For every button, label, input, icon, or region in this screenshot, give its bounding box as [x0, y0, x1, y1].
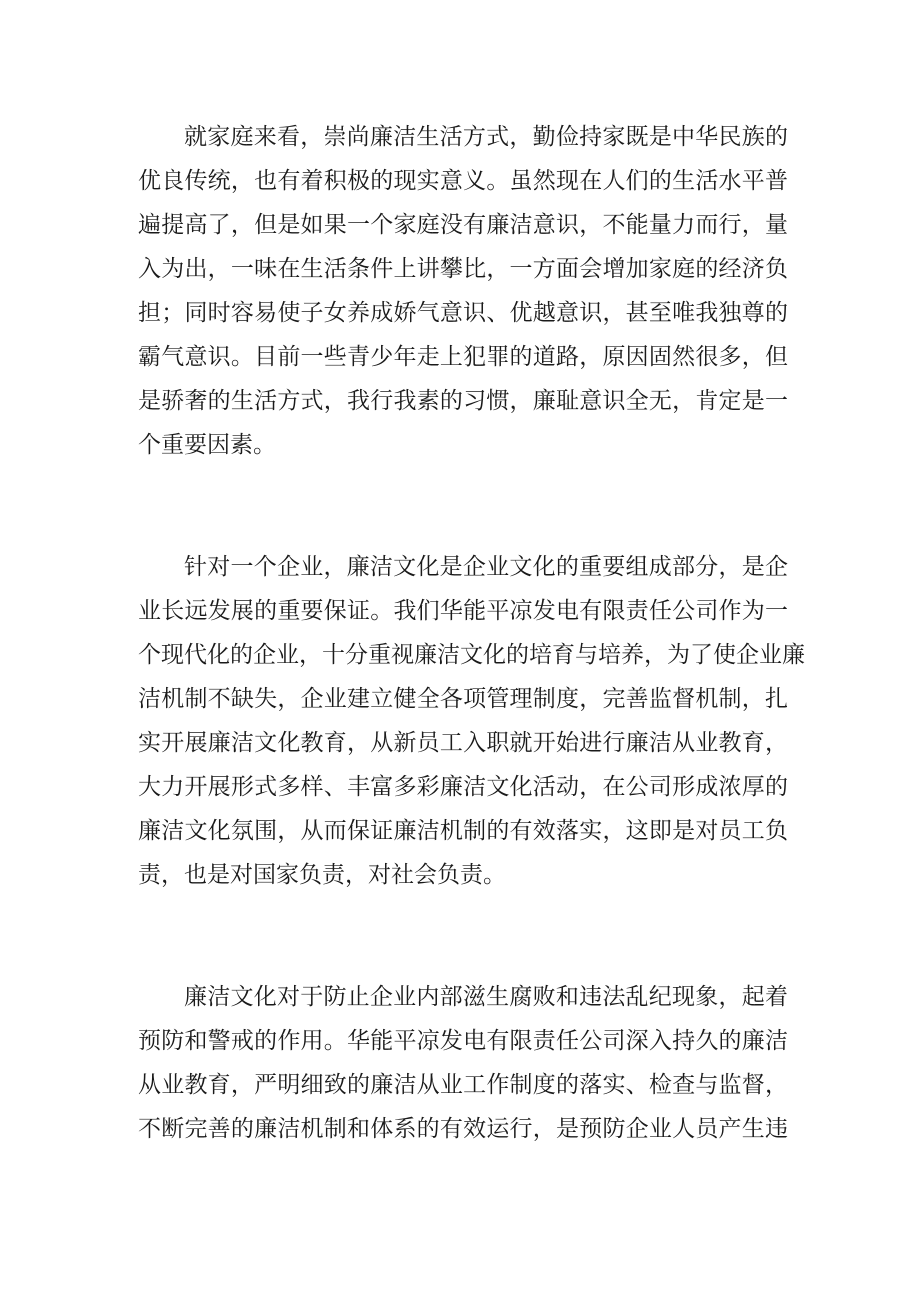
- text-line: 廉洁文化对于防止企业内部滋生腐败和违法乱纪现象，起着: [184, 984, 788, 1010]
- text-line: 个重要因素。: [138, 432, 276, 458]
- text-line: 个现代化的企业，十分重视廉洁文化的培育与培养，为了使企业廉: [138, 642, 805, 668]
- paragraph-family: [138, 115, 788, 467]
- text-line: 洁机制不缺失，企业建立健全各项管理制度，完善监督机制，扎: [138, 686, 788, 712]
- text-line: 担；同时容易使子女养成娇气意识、优越意识，甚至唯我独尊的: [138, 300, 788, 326]
- paragraph-enterprise: [138, 545, 805, 897]
- text-line: 业长远发展的重要保证。我们华能平凉发电有限责任公司作为一: [138, 598, 788, 624]
- text-line: 遍提高了，但是如果一个家庭没有廉洁意识，不能量力而行，量: [138, 212, 788, 238]
- text-line: 霸气意识。目前一些青少年走上犯罪的道路，原因固然很多，但: [138, 344, 788, 370]
- text-line: 廉洁文化氛围，从而保证廉洁机制的有效落实，这即是对员工负: [138, 818, 788, 844]
- text-line: 从业教育，严明细致的廉洁从业工作制度的落实、检查与监督，: [138, 1072, 788, 1098]
- text-line: 实开展廉洁文化教育，从新员工入职就开始进行廉洁从业教育，: [138, 730, 788, 756]
- text-line: 大力开展形式多样、丰富多彩廉洁文化活动，在公司形成浓厚的: [138, 774, 788, 800]
- text-line: 针对一个企业，廉洁文化是企业文化的重要组成部分，是企: [184, 554, 788, 580]
- text-line: 优良传统，也有着积极的现实意义。虽然现在人们的生活水平普: [138, 168, 788, 194]
- text-line: 入为出，一味在生活条件上讲攀比，一方面会增加家庭的经济负: [138, 256, 788, 282]
- text-line: 预防和警戒的作用。华能平凉发电有限责任公司深入持久的廉洁: [138, 1028, 788, 1054]
- text-line: 责，也是对国家负责，对社会负责。: [138, 862, 506, 888]
- text-line: 是骄奢的生活方式，我行我素的习惯，廉耻意识全无，肯定是一: [138, 388, 788, 414]
- paragraph-prevention: [138, 975, 788, 1151]
- text-line: 不断完善的廉洁机制和体系的有效运行，是预防企业人员产生违: [138, 1116, 788, 1142]
- text-line: 就家庭来看，崇尚廉洁生活方式，勤俭持家既是中华民族的: [184, 124, 788, 150]
